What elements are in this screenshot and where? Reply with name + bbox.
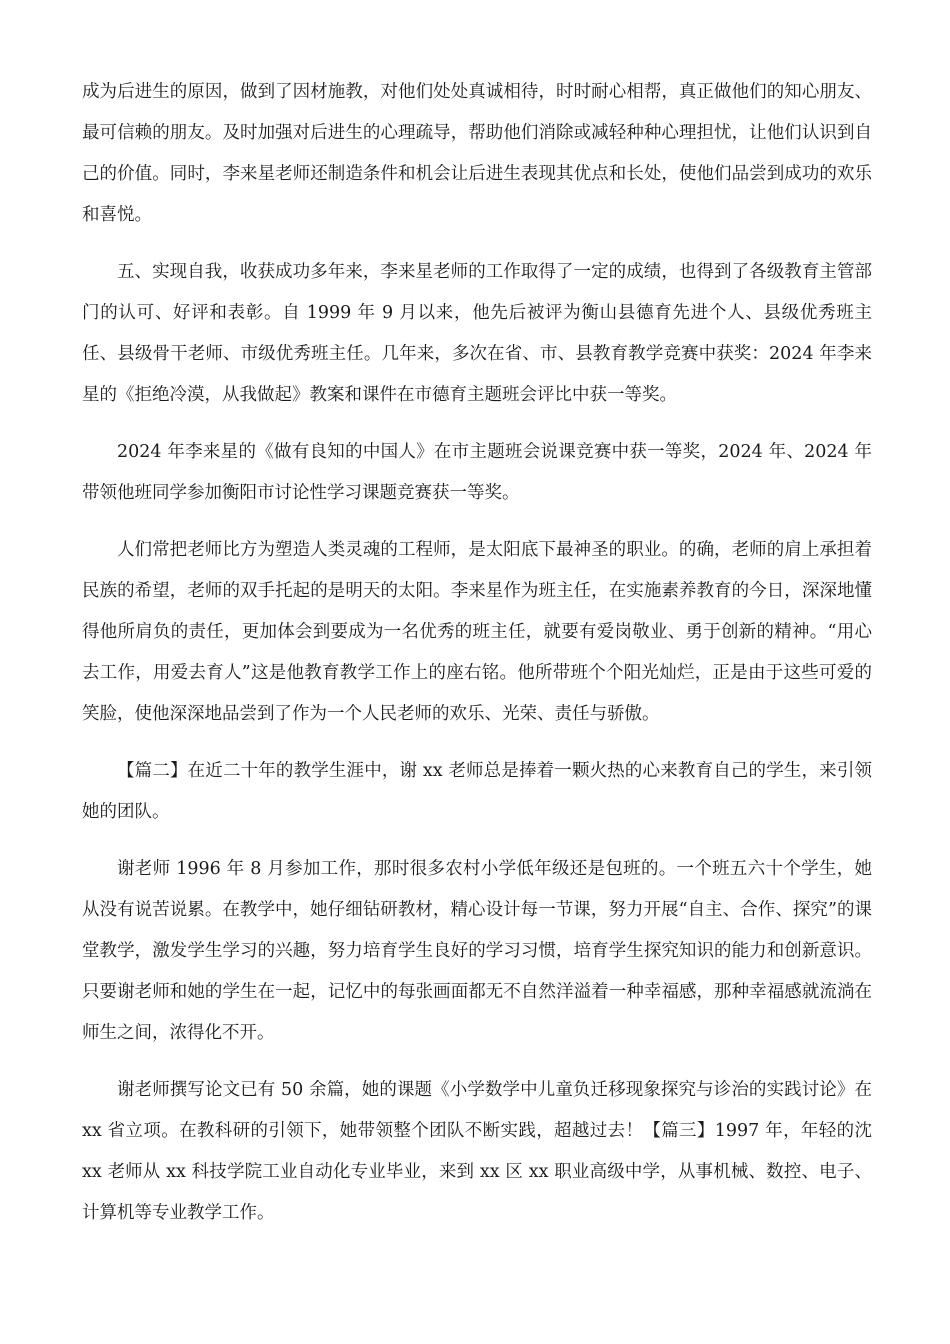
paragraph-4: 人们常把老师比方为塑造人类灵魂的工程师，是太阳底下最神圣的职业。的确，老师的肩上承担着民族的希望，老师的双手托起的是明天的太阳。李来星作为班主任，在实施素养教育的今日，深深地懂得他所肩负的责任，更加体会到要成为一名优秀的班主任，就要有爱岗敬业、勇于创新的精神。“用心去工作，用爱去育人”这是他教育教学工作上的座右铭。他所带班个个阳光灿烂，正是由于这些可爱的笑脸，使他深深地品尝到了作为一个人民老师的欢乐、光荣、责任与骄傲。	[82, 540, 872, 724]
paragraph-5: 【篇二】在近二十年的教学生涯中，谢 xx 老师总是捧着一颗火热的心来教育自己的学生，来引领她的团队。	[82, 761, 872, 822]
paragraph-1: 成为后进生的原因，做到了因材施教，对他们处处真诚相待，时时耐心相帮，真正做他们的知心朋友、最可信赖的朋友。及时加强对后进生的心理疏导，帮助他们消除或减轻种种心理担忧，让他们认识到自己的价值。同时，李来星老师还制造条件和机会让后进生表现其优点和长处，使他们品尝到成功的欢乐和喜悦。	[82, 82, 872, 225]
paragraph-2: 五、实现自我，收获成功多年来，李来星老师的工作取得了一定的成绩，也得到了各级教育主管部门的认可、好评和表彰。自 1999 年 9 月以来，他先后被评为衡山县德育先进个人、县级优秀班主任、县级骨干老师、市级优秀班主任。几年来，多次在省、市、县教育教学竞赛中获奖：2024 年李来星的《拒绝冷漠，从我做起》教案和课件在市德育主题班会评比中获一等奖。	[82, 262, 872, 405]
paragraph-3: 2024 年李来星的《做有良知的中国人》在市主题班会说课竞赛中获一等奖，2024 年、2024 年带领他班同学参加衡阳市讨论性学习课题竞赛获一等奖。	[82, 442, 872, 503]
paragraph-7: 谢老师撰写论文已有 50 余篇，她的课题《小学数学中儿童负迁移现象探究与诊治的实践讨论》在 xx 省立项。在教科研的引领下，她带领整个团队不断实践，超越过去！【篇三】1997 年，年轻的沈 xx 老师从 xx 科技学院工业自动化专业毕业，来到 xx 区 xx 职业高级中学，从事机械、数控、电子、计算机等专业教学工作。	[82, 1080, 872, 1223]
document-body	[82, 72, 872, 1250]
paragraph-6: 谢老师 1996 年 8 月参加工作，那时很多农村小学低年级还是包班的。一个班五六十个学生，她从没有说苦说累。在教学中，她仔细钻研教材，精心设计每一节课，努力开展“自主、合作、探究”的课堂教学，激发学生学习的兴趣，努力培育学生良好的学习习惯，培育学生探究知识的能力和创新意识。只要谢老师和她的学生在一起，记忆中的每张画面都无不自然洋溢着一种幸福感，那种幸福感就流淌在师生之间，浓得化不开。	[82, 859, 872, 1043]
